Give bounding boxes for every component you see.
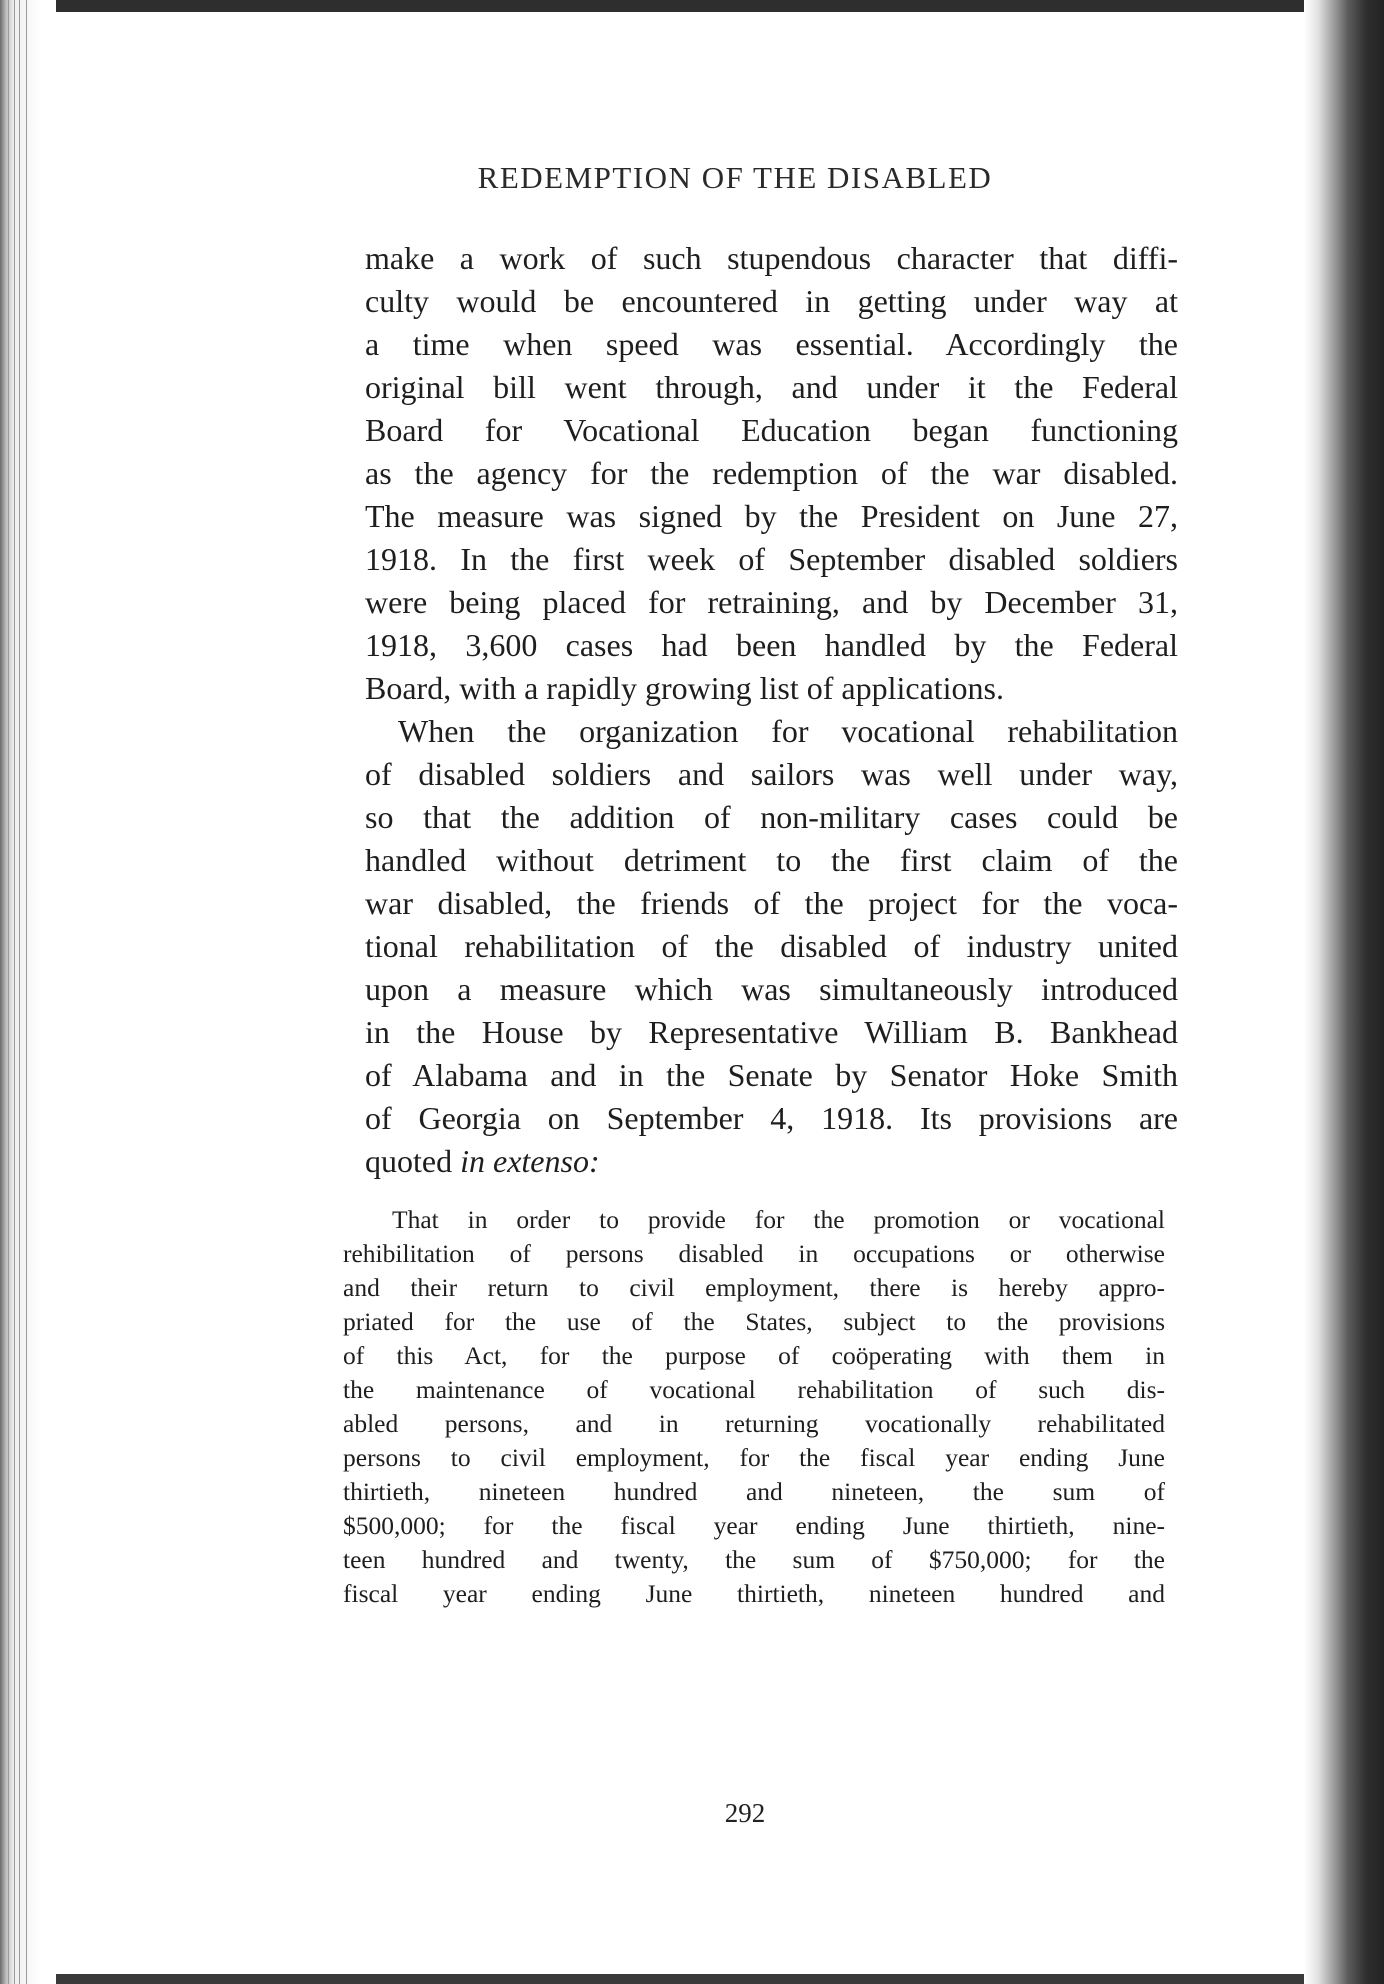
body-line: a time when speed was essential. Accordingly the — [365, 326, 1178, 362]
quote-line: rehibilitation of persons disabled in occupations or otherwise — [343, 1239, 1165, 1268]
body-line — [365, 1141, 1178, 1181]
quote-line: persons to civil employment, for the fiscal year ending June — [343, 1443, 1165, 1472]
body-line: make a work of such stupendous character that diffi- — [365, 240, 1178, 276]
quote-line: abled persons, and in returning vocationally rehabilitated — [343, 1409, 1165, 1438]
quote-line: fiscal year ending June thirtieth, nineteen hundred and — [343, 1579, 1165, 1608]
body-line: tional rehabilitation of the disabled of industry united — [365, 928, 1178, 964]
running-head: REDEMPTION OF THE DISABLED — [477, 160, 993, 195]
body-line: so that the addition of non-military cases could be — [365, 799, 1178, 835]
page-number: 292 — [724, 1798, 766, 1828]
body-line: of disabled soldiers and sailors was well under way, — [365, 756, 1178, 792]
book-binding-edge — [0, 0, 56, 1984]
body-line: culty would be encountered in getting under way at — [365, 283, 1178, 319]
italic-phrase: in extenso: — [460, 1143, 600, 1179]
quote-line: the maintenance of vocational rehabilitation of such dis- — [343, 1375, 1165, 1404]
body-line: in the House by Representative William B. Bankhead — [365, 1014, 1178, 1050]
page-right-edge — [1304, 0, 1384, 1984]
body-line: handled without detriment to the first claim of the — [365, 842, 1178, 878]
quote-line: of this Act, for the purpose of coöperating with them in — [343, 1341, 1165, 1370]
body-line: of Georgia on September 4, 1918. Its provisions are — [365, 1100, 1178, 1136]
quote-line: thirtieth, nineteen hundred and nineteen, the sum of — [343, 1477, 1165, 1506]
quote-line: and their return to civil employment, there is hereby appro- — [343, 1273, 1165, 1302]
body-line: war disabled, the friends of the project for the voca- — [365, 885, 1178, 921]
quote-line: teen hundred and twenty, the sum of $750,000; for the — [343, 1545, 1165, 1574]
body-text: quoted — [365, 1143, 461, 1179]
body-line: as the agency for the redemption of the war disabled. — [365, 455, 1178, 491]
body-line: Board for Vocational Education began functioning — [365, 412, 1178, 448]
body-line: of Alabama and in the Senate by Senator Hoke Smith — [365, 1057, 1178, 1093]
quote-line: priated for the use of the States, subject to the provisions — [343, 1307, 1165, 1336]
body-line: 1918. In the first week of September disabled soldiers — [365, 541, 1178, 577]
body-line: 1918, 3,600 cases had been handled by the Federal — [365, 627, 1178, 663]
body-line: original bill went through, and under it the Federal — [365, 369, 1178, 405]
body-line: When the organization for vocational rehabilitation — [398, 713, 1178, 749]
body-line: upon a measure which was simultaneously introduced — [365, 971, 1178, 1007]
quote-line: That in order to provide for the promotion or vocational — [392, 1205, 1165, 1234]
quote-line: $500,000; for the fiscal year ending June thirtieth, nine- — [343, 1511, 1165, 1540]
body-line: were being placed for retraining, and by December 31, — [365, 584, 1178, 620]
body-line: Board, with a rapidly growing list of applications. — [365, 670, 1004, 706]
scan-top-border — [0, 0, 1384, 12]
body-line: The measure was signed by the President on June 27, — [365, 498, 1178, 534]
